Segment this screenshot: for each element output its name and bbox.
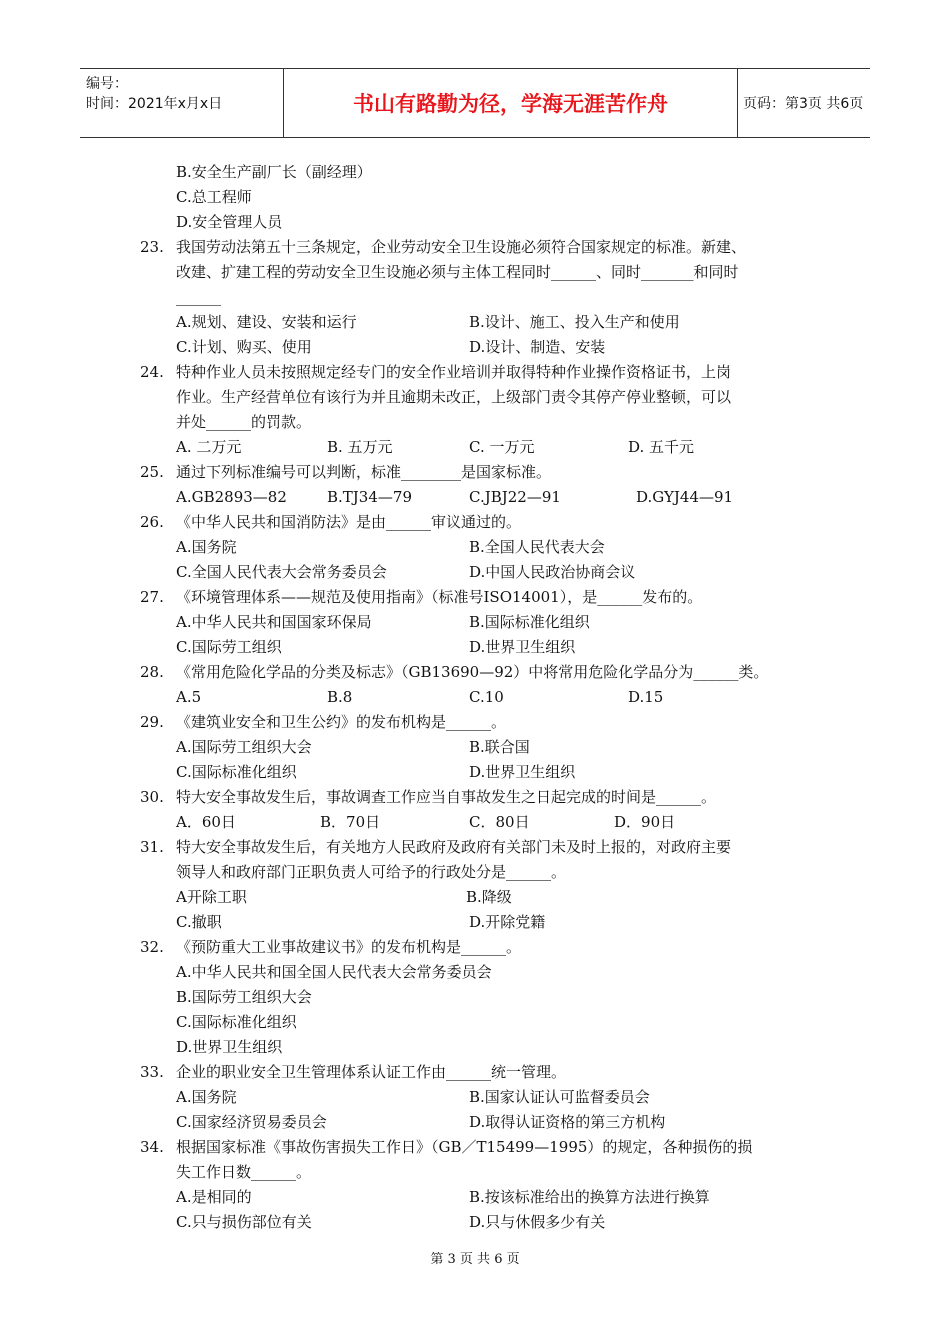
question-line: B. 五万元 [327,438,393,456]
question-line: A.中华人民共和国国家环保局 [176,613,372,631]
question-line: B.安全生产副厂长（副经理） [176,163,372,181]
question-line: D.设计、制造、安装 [469,338,606,356]
code-label: 编号： [86,76,128,92]
question-number: 24. [140,363,164,381]
question-line: A．60日 [176,813,236,831]
question-number: 33. [140,1063,164,1081]
question-line: C.撤职 [176,913,222,931]
question-line: B.8 [327,688,353,706]
question-line: C.总工程师 [176,188,252,206]
question-line: C.国际劳工组织 [176,638,282,656]
question-line: A.GB2893—82 [176,488,287,506]
question-text: 《建筑业安全和卫生公约》的发布机构是______。 [176,713,507,731]
question-line: B.设计、施工、投入生产和使用 [469,313,680,331]
question-line: D.开除党籍 [469,913,546,931]
header-motto: 书山有路勤为径，学海无涯苦作舟 [283,69,738,137]
question-line: 作业。生产经营单位有该行为并且逾期未改正，上级部门责令其停产停业整顿，可以 [176,388,732,406]
question-line: C.全国人民代表大会常务委员会 [176,563,387,581]
question-line: D.GYJ44—91 [636,488,734,506]
question-text: 特种作业人员未按照规定经专门的安全作业培训并取得特种作业操作资格证书，上岗 [176,363,732,381]
time-label: 时间：2021年x月x日 [86,96,223,112]
question-line: 领导人和政府部门正职负责人可给予的行政处分是______。 [176,863,567,881]
question-line: A.国际劳工组织大会 [176,738,312,756]
question-line: D.中国人民政治协商会议 [469,563,636,581]
question-line: B．70日 [320,813,381,831]
question-text: 《预防重大工业事故建议书》的发布机构是______。 [176,938,522,956]
question-number: 23. [140,238,164,256]
question-number: 29. [140,713,164,731]
question-number: 27. [140,588,164,606]
question-line: D.取得认证资格的第三方机构 [469,1113,666,1131]
page-header [80,68,870,138]
question-text: 《常用危险化学品的分类及标志》（GB13690—92）中将常用危险化学品分为______类。 [176,663,769,681]
question-line: A.规划、建设、安装和运行 [176,313,357,331]
question-line: A.中华人民共和国全国人民代表大会常务委员会 [176,963,492,981]
question-line: C.只与损伤部位有关 [176,1213,312,1231]
question-line: C.国际标准化组织 [176,1013,297,1031]
question-line: D.世界卫生组织 [469,638,576,656]
question-line: B.按该标准给出的换算方法进行换算 [469,1188,710,1206]
question-line: C.国家经济贸易委员会 [176,1113,327,1131]
question-line: ______ [176,288,221,306]
question-line: B.降级 [466,888,512,906]
question-number: 32. [140,938,164,956]
page-footer: 第 3 页 共 6 页 [430,1252,520,1267]
question-line: A.国务院 [176,538,237,556]
question-line: 失工作日数______。 [176,1163,312,1181]
question-line: A.5 [176,688,202,706]
question-line: B.国际劳工组织大会 [176,988,312,1006]
question-line: B.全国人民代表大会 [469,538,605,556]
question-line: A.国务院 [176,1088,237,1106]
question-line: C.10 [469,688,504,706]
question-text: 我国劳动法第五十三条规定，企业劳动安全卫生设施必须符合国家规定的标准。新建、 [176,238,747,256]
question-line: D. 五千元 [628,438,695,456]
question-line: B.国际标准化组织 [469,613,590,631]
question-text: 通过下列标准编号可以判断，标准________是国家标准。 [176,463,552,481]
question-text: 特大安全事故发生后，有关地方人民政府及政府有关部门未及时上报的，对政府主要 [176,838,732,856]
question-line: 改建、扩建工程的劳动安全卫生设施必须与主体工程同时______、同时_______和同时 [176,263,739,281]
question-line: C.计划、购买、使用 [176,338,312,356]
question-line: D．90日 [614,813,676,831]
question-number: 28. [140,663,164,681]
question-number: 30. [140,788,164,806]
question-line: C.JBJ22—91 [469,488,561,506]
question-line: D.安全管理人员 [176,213,283,231]
question-number: 34. [140,1138,164,1156]
question-line: A开除工职 [176,888,247,906]
question-text: 根据国家标准《事故伤害损失工作日》（GB／T15499—1995）的规定，各种损伤的损 [176,1138,753,1156]
question-text: 特大安全事故发生后，事故调查工作应当自事故发生之日起完成的时间是______。 [176,788,717,806]
question-line: C. 一万元 [469,438,535,456]
question-line: 并处______的罚款。 [176,413,312,431]
question-line: D.世界卫生组织 [469,763,576,781]
question-text: 《中华人民共和国消防法》是由______审议通过的。 [176,513,522,531]
question-number: 26. [140,513,164,531]
question-number: 31. [140,838,164,856]
question-text: 《环境管理体系——规范及使用指南》（标准号ISO14001），是______发布的。 [176,588,703,606]
question-line: A.是相同的 [176,1188,252,1206]
question-line: D.只与休假多少有关 [469,1213,606,1231]
question-line: B.联合国 [469,738,530,756]
question-line: D.15 [628,688,664,706]
header-meta [80,69,283,137]
header-page-label: 页码：第3页 共6页 [743,96,864,112]
question-text: 企业的职业安全卫生管理体系认证工作由______统一管理。 [176,1063,567,1081]
question-line: B.国家认证认可监督委员会 [469,1088,650,1106]
question-line: D.世界卫生组织 [176,1038,283,1056]
question-line: A. 二万元 [176,438,242,456]
question-line: C．80日 [469,813,530,831]
question-line: B.TJ34—79 [327,488,412,506]
question-number: 25. [140,463,164,481]
question-line: C.国际标准化组织 [176,763,297,781]
